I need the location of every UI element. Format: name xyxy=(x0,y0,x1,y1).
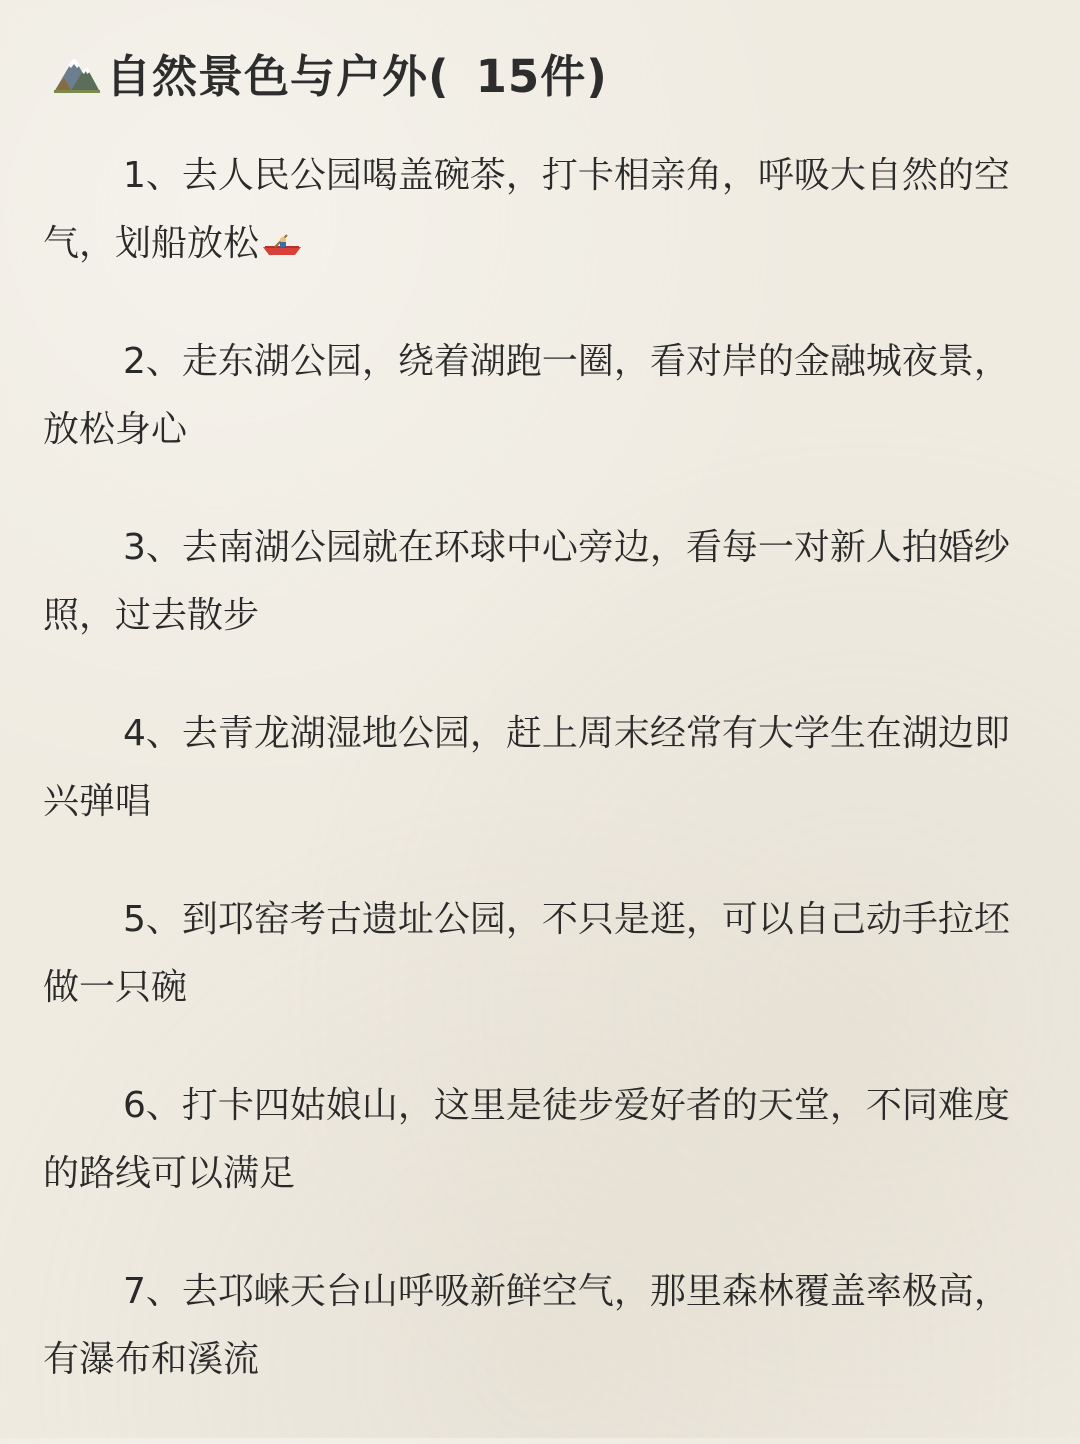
list-item xyxy=(43,514,1033,650)
mountain-icon xyxy=(52,50,102,94)
item-text: 7、去邛崃天台山呼吸新鲜空气，那里森林覆盖率极高，有瀑布和溪流 xyxy=(43,1271,1010,1380)
title-text: 自然景色与户外( xyxy=(106,49,450,103)
item-text: 2、走东湖公园，绕着湖跑一圈，看对岸的金融城夜景，放松身心 xyxy=(43,341,1010,450)
activity-list xyxy=(43,142,1033,1444)
list-item xyxy=(43,700,1033,836)
list-item xyxy=(43,1072,1033,1208)
item-text: 5、到邛窑考古遗址公园，不只是逛，可以自己动手拉坯做一只碗 xyxy=(43,899,1010,1008)
item-text: 6、打卡四姑娘山，这里是徒步爱好者的天堂，不同难度的路线可以满足 xyxy=(43,1085,1010,1194)
item-text: 1、去人民公园喝盖碗茶，打卡相亲角，呼吸大自然的空气，划船放松 xyxy=(43,155,1010,264)
page-title xyxy=(52,40,608,104)
rowboat-icon xyxy=(261,212,303,236)
item-text: 4、去青龙湖湿地公园，赶上周末经常有大学生在湖边即兴弹唱 xyxy=(43,713,1010,822)
list-item xyxy=(43,328,1033,464)
title-count: 15件) xyxy=(475,49,608,103)
list-item xyxy=(43,1258,1033,1394)
list-item xyxy=(43,886,1033,1022)
item-text: 3、去南湖公园就在环球中心旁边，看每一对新人拍婚纱照，过去散步 xyxy=(43,527,1010,636)
list-item xyxy=(43,142,1033,278)
